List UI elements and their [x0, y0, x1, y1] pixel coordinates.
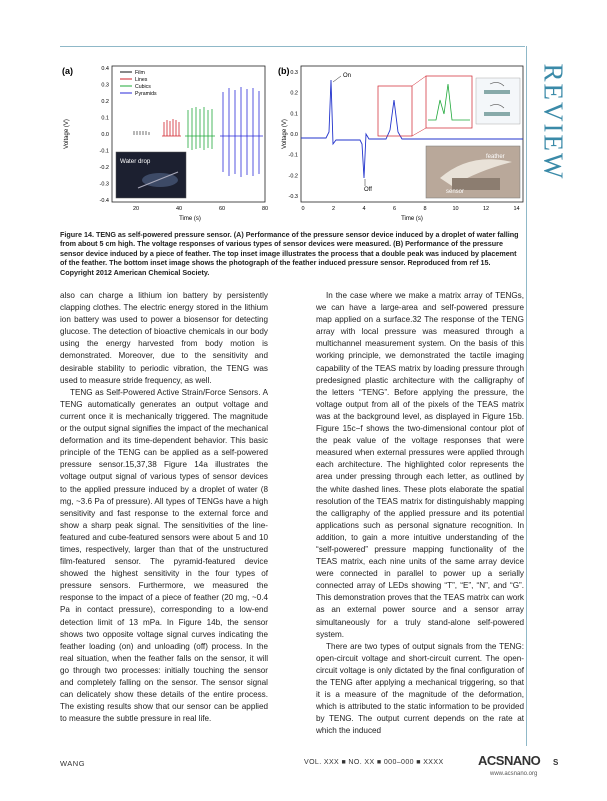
panel-b-xtick: 12	[482, 206, 490, 212]
journal-url[interactable]: www.acsnano.org	[490, 771, 538, 777]
panel-a-ytick: 0.2	[101, 99, 109, 105]
panel-a-ytick: 0.1	[101, 115, 109, 122]
footer-journal-info: VOL. XXX ■ NO. XX ■ 000–000 ■ XXXX	[304, 759, 444, 766]
lines-trace	[162, 119, 181, 136]
on-label: On	[343, 73, 352, 79]
panel-a-ytick: 0.0	[101, 132, 109, 138]
panel-a	[62, 66, 268, 222]
panel-b-ytick: 0.2	[290, 90, 298, 97]
panel-a-ytick: -0.3	[99, 181, 109, 188]
panel-b-ylabel: Voltage (V)	[282, 119, 288, 149]
water-drop-inset	[116, 152, 186, 198]
panel-b-ytick: -0.3	[288, 194, 298, 200]
legend-entry: Lines	[135, 77, 148, 83]
panel-a-ytick: 0.3	[101, 82, 109, 89]
footer-author: WANG	[60, 759, 86, 768]
panel-b-ytick: 0.3	[290, 70, 298, 76]
panel-b-xtick: 0	[301, 206, 305, 212]
panel-b-xtick: 14	[513, 206, 520, 212]
panel-b-ytick: 0.1	[290, 111, 298, 118]
panel-b-ytick: -0.2	[288, 173, 298, 180]
panel-b-ytick: -0.1	[288, 152, 298, 159]
right-paragraph-2: There are two types of output signals from the TENG: open-circuit voltage and short-circuit current. The open-circuit voltage is only dictated by the final configuration of the TENG after applying a mechanical triggering, so that it is a measure of the magnitude of the deformation, which is attributed to the static information to be provided by TENG. The output current depends on the rate at which the induced	[316, 641, 524, 736]
sensor-label: sensor	[446, 189, 465, 195]
left-paragraph-2: TENG as Self-Powered Active Strain/Force Sensors. A TENG automatically generates an output voltage and current once it is mechanically triggered. The magnitude or the output signal signifies the impact of the mechanical deformation and its time-dependent behavior. This basic principle of the TENG can be applied as a self-powered pressure sensor.15,37,38 Figure 14a illustrates the voltage output signal of various types of sensor devices to the applied pressure induced by a droplet of water (8 mg, ~3.6 Pa of pressure). All types of TENGs have a high sensitivity and fast response to the external force and show a sharp peak signal. The sensitivities of the line-featured and cube-featured sensors were about 5 and 10 times, respectively, larger than that of the unstructured film-featured sensor. The pyramid-featured device showed the highest sensitivity in the four types of pressure sensors. Furthermore, we measured the response to the impact of a piece of feather (20 mg, ~0.4 Pa in contact pressure), corresponding to a low-end detection limit of 13 mPa. In Figure 14b, the sensor shows two opposite voltage signal curves indicating the feather loading (on) and unloading (off) process. In the real situation, when the feather falls on the sensor, it will go through two processes: initially touching the sensor and completely falling on the sensor. The sensor signal can delicately show these details of the entire process. The existing results show that our sensor can be applied to measure the subtle pressure in real life.	[60, 387, 268, 724]
section-label: REVIEW	[538, 63, 569, 181]
feather-schematic	[476, 78, 520, 124]
figure-14	[60, 60, 525, 225]
panel-b-label: (b)	[278, 66, 290, 76]
right-paragraph-1: In the case where we make a matrix array of TENGs, we can have a large-area and self-powered pressure map applied on a surface.32 The response of the TENG array with local pressure was measured through a multichannel measurement system. On the basis of this working principle, we demonstrated the tactile imaging capability of the TEAS matrix by loading pressure through predesigned plastic architecture with the calligraphy of the letters “TENG”. Before applying the pressure, the voltage output from all of the pixels of the TEAS matrix was at the background level, as displayed in Figure 15b. Figure 15c−f shows the two-dimensional contour plot of the peak value of the voltage responses that were measured when external pressures were applied through each architecture. The highlighted color represents the area under pressing through each letter, as outlined by the white dashed lines. These plots elaborate the spatial resolution of the TEAS matrix for distinguishably mapping the calligraphy of the applied pressure and its potential applications such as personal signature recognition. In addition, to gain a more intuitive understanding of the “self-powered” pressure mapping functionality of the TEAS matrix, each nine units of the same array device were connected in parallel to power up a serially connected array of LEDs showing “T”, “E”, “N”, and “G”. This demonstration proves that the TEAS matrix can work as an external power source and a sensor array simultaneously for a truly stand-alone self-powered system.	[316, 291, 524, 639]
panel-b-ytick: 0.0	[290, 132, 298, 138]
water-drop-label: Water drop	[120, 158, 151, 165]
panel-a-xtick: 20	[132, 206, 140, 212]
panel-a-label: (a)	[62, 66, 73, 76]
panel-a-ylabel: Voltage (V)	[64, 119, 70, 149]
off-label: Off	[364, 187, 372, 193]
left-column	[60, 290, 268, 725]
journal-logo: ACSNANO	[478, 753, 541, 768]
panel-b-xtick: 4	[362, 206, 366, 212]
panel-a-xticks	[133, 206, 268, 212]
figure-caption: Figure 14. TENG as self-powered pressure sensor. (A) Performance of the pressure sensor device induced by a droplet of water falling from about 5 cm high. The voltage responses of various types of sensor devices were measured. (B) Performance of the pressure sensor device induced by a piece of feather. The top inset image illustrates the process that a double peak was induced by placement of the feather. The bottom inset image shows the photograph of the feather induced pressure sensor. Reproduced from ref 15. Copyright 2012 American Chemical Society.	[60, 230, 519, 277]
feather-photo-inset	[426, 146, 520, 198]
film-trace	[134, 131, 149, 135]
panel-a-xtick: 60	[218, 206, 226, 212]
panel-a-legend	[120, 70, 157, 97]
legend-entry: Pyramids	[135, 91, 157, 97]
panel-a-ytick: 0.4	[101, 66, 109, 72]
panel-b-xlabel: Time (s)	[401, 216, 423, 222]
panel-a-xtick: 40	[175, 206, 183, 212]
panel-b-yticks	[289, 70, 298, 200]
left-paragraph-1: also can charge a lithium ion battery by persistently clapping clothes. The electric energy stored in the lithium ion battery was used to power a biosensor for detecting glucose. The detection of bioactive chemicals in our body using the energy harvested from body motion is demonstrated. Moreover, due to the sensitivity and desirable stability to periodic vibration, the TENG was used to measure stride frequency, as well.	[60, 291, 268, 385]
panel-a-ytick: -0.2	[99, 165, 109, 171]
panel-b	[278, 66, 523, 222]
legend-entry: Film	[135, 70, 145, 76]
side-rule	[526, 46, 527, 746]
pyramids-trace	[220, 87, 263, 177]
legend-entry: Cubics	[135, 84, 151, 90]
top-rule	[60, 46, 525, 47]
panel-a-xlabel: Time (s)	[179, 216, 201, 222]
panel-a-yticks	[100, 66, 109, 204]
panel-a-ytick: -0.4	[99, 198, 109, 204]
panel-b-xticks	[301, 206, 519, 212]
feather-label: feather	[486, 154, 505, 160]
right-column	[316, 290, 524, 737]
panel-b-xtick: 8	[423, 206, 427, 212]
panel-b-xtick: 2	[331, 206, 336, 212]
panel-b-xtick: 6	[392, 206, 397, 212]
panel-b-xtick: 10	[452, 206, 459, 212]
page-number: S	[553, 758, 559, 767]
panel-a-xtick: 80	[261, 206, 269, 212]
panel-a-ytick: -0.1	[99, 148, 109, 155]
cubics-trace	[185, 107, 215, 150]
